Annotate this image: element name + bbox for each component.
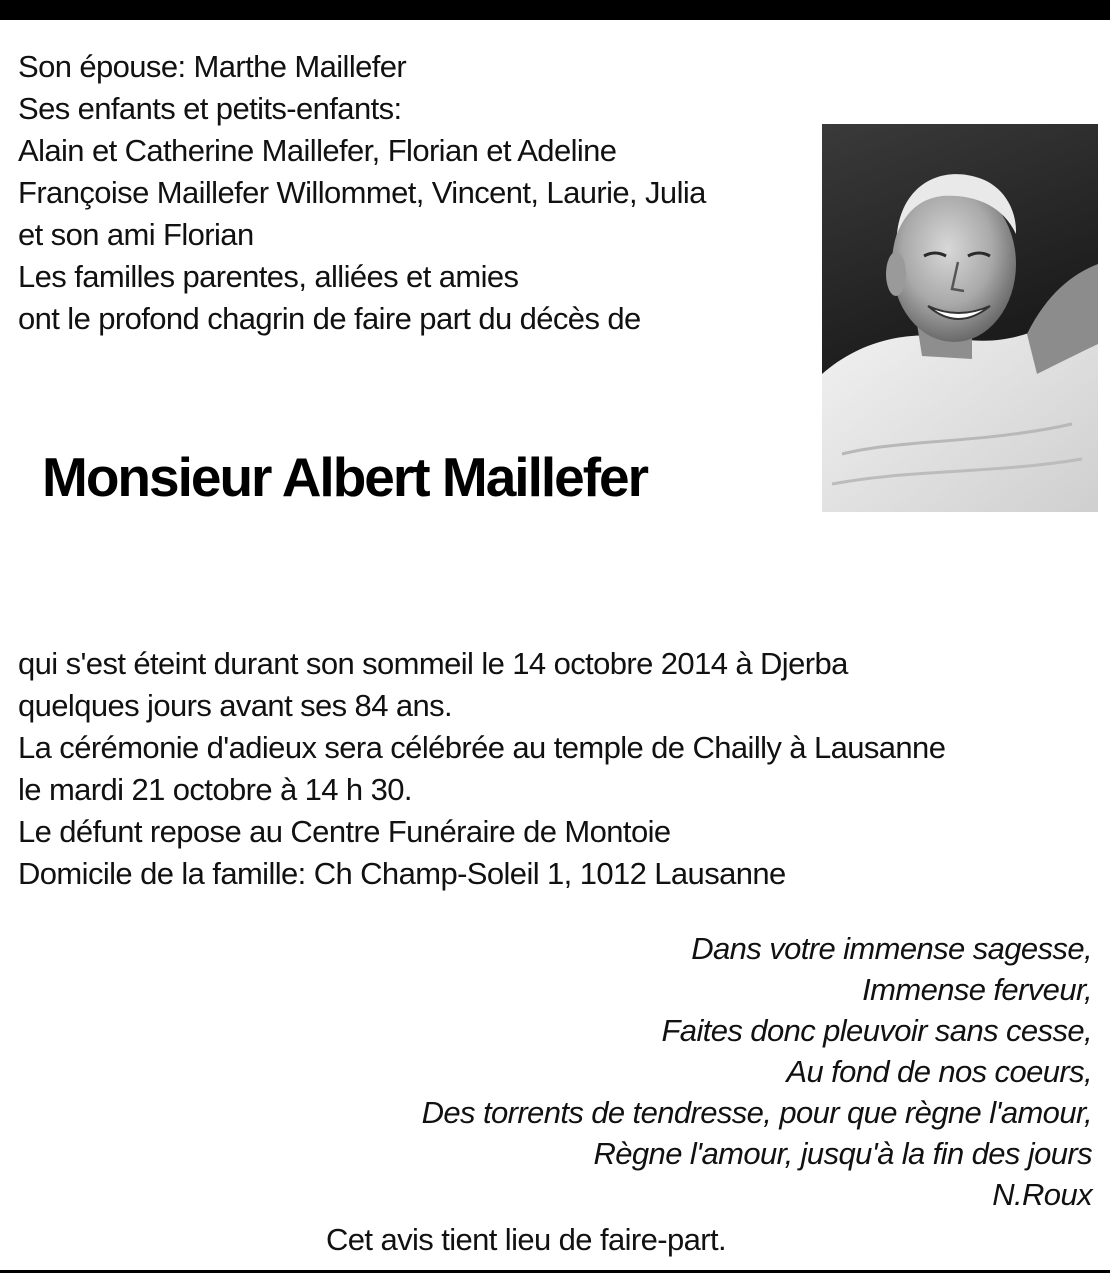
- intro-line: et son ami Florian: [18, 217, 254, 252]
- intro-line: ont le profond chagrin de faire part du décès de: [18, 301, 641, 336]
- intro-line: Les familles parentes, alliées et amies: [18, 259, 519, 294]
- poem-block: [422, 928, 1092, 1215]
- detail-line: qui s'est éteint durant son sommeil le 14 octobre 2014 à Djerba: [18, 646, 848, 681]
- poem-line: Des torrents de tendresse, pour que règne l'amour,: [421, 1095, 1092, 1130]
- detail-line: quelques jours avant ses 84 ans.: [18, 688, 453, 723]
- detail-line: le mardi 21 octobre à 14 h 30.: [18, 772, 412, 807]
- poem-author: N.Roux: [992, 1177, 1092, 1212]
- poem-line: Au fond de nos coeurs,: [786, 1054, 1092, 1089]
- poem-line: Faites donc pleuvoir sans cesse,: [661, 1013, 1092, 1048]
- deceased-name: Monsieur Albert Maillefer: [42, 446, 648, 508]
- poem-line: Règne l'amour, jusqu'à la fin des jours: [593, 1136, 1092, 1171]
- closing-note: Cet avis tient lieu de faire-part.: [326, 1222, 727, 1257]
- top-rule: [0, 0, 1110, 20]
- detail-line: Domicile de la famille: Ch Champ-Soleil 1, 1012 Lausanne: [18, 856, 786, 891]
- detail-line: La cérémonie d'adieux sera célébrée au temple de Chailly à Lausanne: [18, 730, 946, 765]
- intro-line: Françoise Maillefer Willommet, Vincent, Laurie, Julia: [18, 175, 706, 210]
- poem-line: Dans votre immense sagesse,: [691, 931, 1092, 966]
- intro-line: Alain et Catherine Maillefer, Florian et Adeline: [18, 133, 617, 168]
- poem-line: Immense ferveur,: [862, 972, 1092, 1007]
- bottom-rule: [0, 1270, 1110, 1273]
- intro-line: Son épouse: Marthe Maillefer: [18, 49, 407, 84]
- details-block: [18, 643, 945, 895]
- detail-line: Le défunt repose au Centre Funéraire de Montoie: [18, 814, 671, 849]
- portrait-photo-icon: [822, 124, 1098, 512]
- intro-line: Ses enfants et petits-enfants:: [18, 91, 402, 126]
- intro-block: [18, 46, 706, 340]
